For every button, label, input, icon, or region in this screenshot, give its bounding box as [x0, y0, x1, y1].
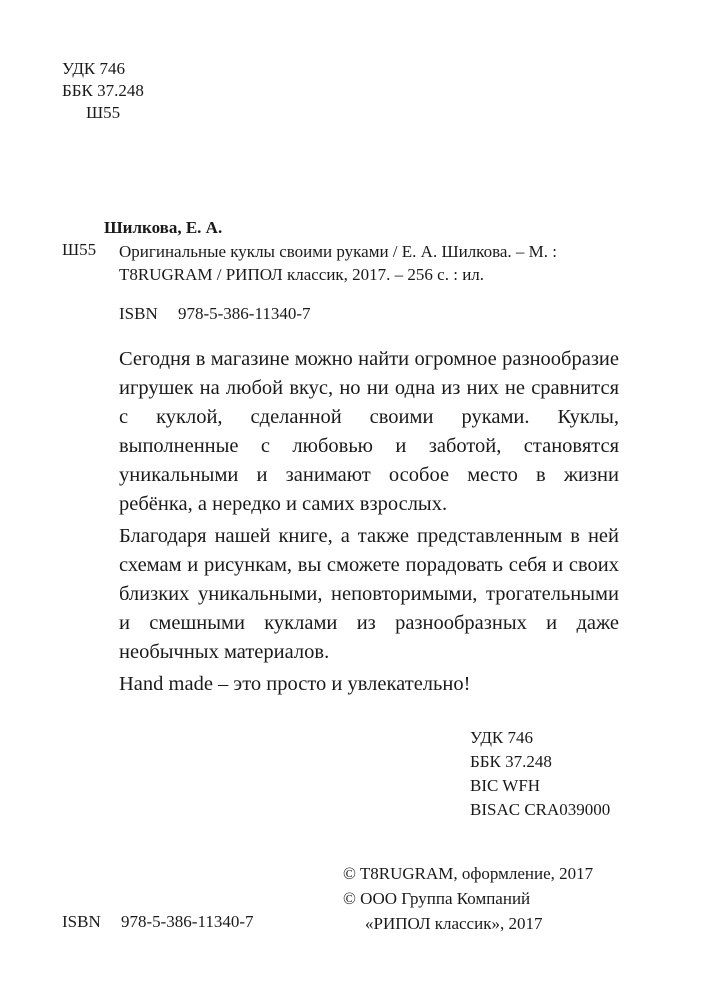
annotation-paragraph-2: Благодаря нашей книге, а также представленным в ней схемам и рисункам, вы сможете порадовать себя и своих близких уникальными, неповторимыми, трогательными и смешными куклами из разнообразных и даже необычных материалов. [119, 525, 619, 663]
bisac-code: BISAC CRA039000 [470, 800, 611, 819]
bbk-code: ББК 37.248 [470, 752, 552, 771]
bic-code: BIC WFH [470, 776, 541, 795]
annotation [119, 345, 619, 699]
isbn-value: 978-5-386-11340-7 [177, 304, 311, 323]
footer-isbn [62, 912, 254, 932]
classification-codes [470, 726, 610, 822]
udk-code: УДК 746 [62, 59, 126, 78]
isbn-label: ISBN [62, 912, 101, 931]
annotation-paragraph-1: Сегодня в магазине можно найти огромное разнообразие игрушек на любой вкус, но ни одна из них не сравнится с куклой, сделанной своими руками. Куклы, выполненные с любовью и заботой, становятся уникальными и занимают особое место в жизни ребёнка, а нередко и самих взрослых. [119, 348, 619, 515]
author-heading: Шилкова, Е. А. [104, 218, 223, 237]
copyright-line-3: «РИПОЛ классик», 2017 [365, 914, 543, 933]
author-mark: Ш55 [62, 240, 97, 259]
copyright-line-2: © ООО Группа Компаний [343, 889, 531, 908]
header-classification-codes [62, 58, 144, 124]
copyright-block [343, 861, 593, 936]
udk-code: УДК 746 [470, 728, 534, 747]
isbn-record [119, 304, 311, 324]
annotation-paragraph-3: Hand made – это просто и увлекательно! [119, 673, 471, 695]
isbn-label: ISBN [119, 304, 158, 323]
bib-line-1: Оригинальные куклы своими руками / Е. А. Шилкова. – М. : [119, 242, 558, 261]
isbn-value: 978-5-386-11340-7 [120, 912, 254, 931]
bib-line-2: T8RUGRAM / РИПОЛ классик, 2017. – 256 с. : ил. [119, 265, 485, 284]
author-mark-code: Ш55 [86, 103, 121, 122]
bibliographic-description [119, 240, 659, 286]
bbk-code: ББК 37.248 [62, 81, 144, 100]
copyright-line-1: © T8RUGRAM, оформление, 2017 [343, 864, 594, 883]
